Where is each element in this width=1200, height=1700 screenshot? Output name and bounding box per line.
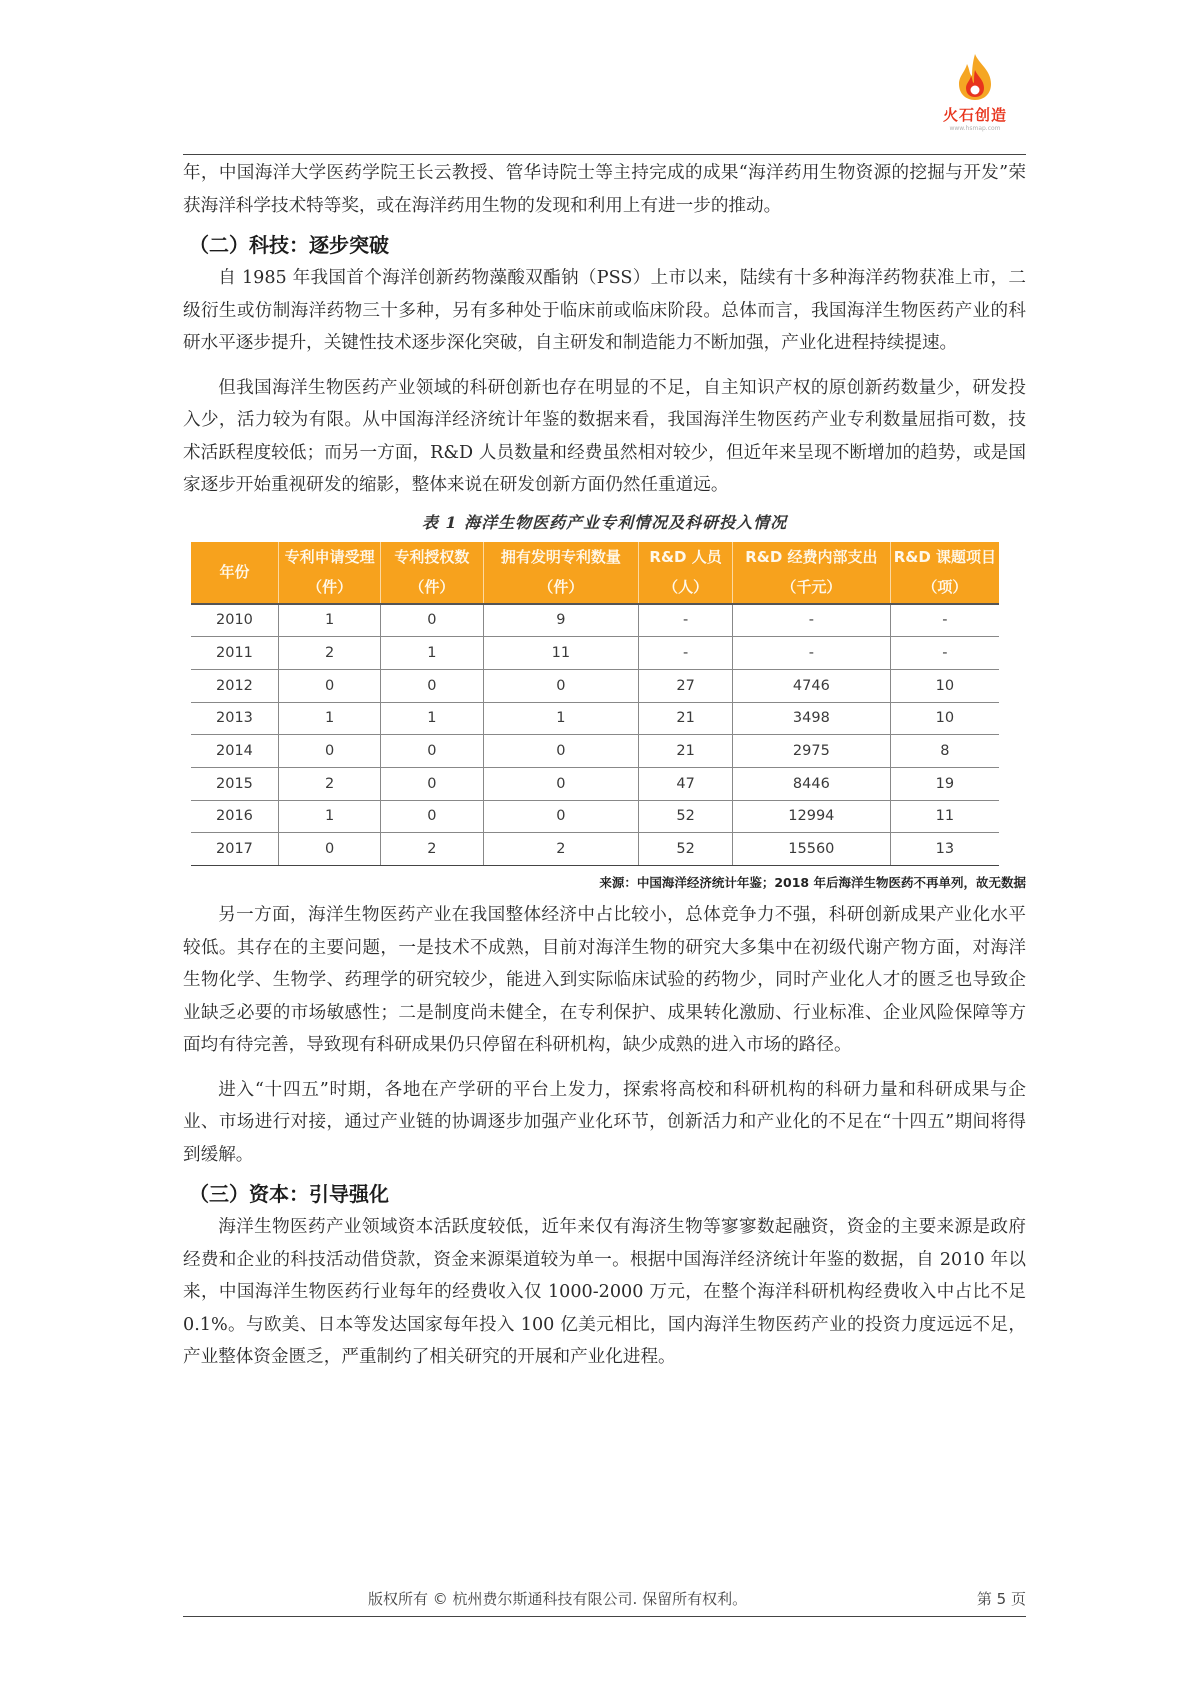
table-cell: 13 <box>890 833 999 866</box>
paragraph-14th-five-year: 进入“十四五”时期，各地在产学研的平台上发力，探索将高校和科研机构的科研力量和科研成果与企业、市场进行对接，通过产业链的协调逐步加强产业化环节，创新活力和产业化的不足在“十四五”期间将得到缓解。 <box>183 1079 1026 1165</box>
table-cell: 2013 <box>191 702 278 735</box>
table-cell: 1 <box>483 702 639 735</box>
table-row <box>191 833 999 866</box>
table-cell: 8446 <box>732 767 890 800</box>
table-cell: 0 <box>278 669 380 702</box>
page-number: 第 5 页 <box>976 1590 1026 1608</box>
table-cell: 0 <box>483 767 639 800</box>
table-header-cell: 年份 <box>191 542 278 604</box>
patent-rd-table <box>191 542 999 867</box>
table-cell: 1 <box>381 637 483 670</box>
flame-logo-icon <box>953 52 997 102</box>
table-caption: 表 1 海洋生物医药产业专利情况及科研投入情况 <box>421 512 788 532</box>
table-cell: 52 <box>639 800 733 833</box>
table-cell: 21 <box>639 735 733 768</box>
table-cell: 27 <box>639 669 733 702</box>
table-cell: 8 <box>890 735 999 768</box>
table-header-cell: 专利授权数（件） <box>381 542 483 604</box>
table-cell: 2012 <box>191 669 278 702</box>
table-cell: 21 <box>639 702 733 735</box>
table-cell: 0 <box>483 669 639 702</box>
paragraph-technology-1: 自 1985 年我国首个海洋创新药物藻酸双酯钠（PSS）上市以来，陆续有十多种海洋药物获准上市，二级衍生或仿制海洋药物三十多种，另有多种处于临床前或临床阶段。总体而言，我国海洋生物医药产业的科研水平逐步提升，关键性技术逐步深化突破，自主研发和制造能力不断加强，产业化进程持续提速。 <box>183 268 1026 353</box>
table-header-cell: R&D 人员（人） <box>639 542 733 604</box>
table-row <box>191 604 999 637</box>
table-cell: 0 <box>278 735 380 768</box>
table-header-cell: 专利申请受理（件） <box>278 542 380 604</box>
table-cell: 2011 <box>191 637 278 670</box>
table-header-row <box>191 542 999 604</box>
table-cell: 0 <box>381 604 483 637</box>
table-cell: - <box>890 637 999 670</box>
table-cell: 1 <box>278 800 380 833</box>
page-footer <box>183 1588 1026 1612</box>
table-cell: 11 <box>483 637 639 670</box>
table-cell: 1 <box>278 604 380 637</box>
table-cell: 10 <box>890 702 999 735</box>
table-cell: - <box>732 604 890 637</box>
footer-rule <box>183 1616 1026 1617</box>
paragraph-technology-2: 但我国海洋生物医药产业领域的科研创新也存在明显的不足，自主知识产权的原创新药数量少，研发投入少，活力较为有限。从中国海洋经济统计年鉴的数据来看，我国海洋生物医药产业专利数量屈指可数，技术活跃程度较低；而另一方面，R&D 人员数量和经费虽然相对较少，但近年来呈现不断增加的趋势，或是国家逐步开始重视研发的缩影，整体来说在研发创新方面仍然任重道远。 <box>183 377 1026 495</box>
table-cell: 11 <box>890 800 999 833</box>
table-cell: 2017 <box>191 833 278 866</box>
table-cell: 47 <box>639 767 733 800</box>
table-cell: - <box>732 637 890 670</box>
table-cell: 12994 <box>732 800 890 833</box>
table-cell: 2016 <box>191 800 278 833</box>
table-cell: 0 <box>483 800 639 833</box>
table-cell: - <box>890 604 999 637</box>
paragraph-continued: 年，中国海洋大学医药学院王长云教授、管华诗院士等主持完成的成果“海洋药用生物资源的挖掘与开发”荣获海洋科学技术特等奖，或在海洋药用生物的发现和利用上有进一步的推动。 <box>183 163 1026 216</box>
header-rule <box>183 154 1026 155</box>
table-row <box>191 702 999 735</box>
table-cell: 2 <box>381 833 483 866</box>
table-cell: 2 <box>483 833 639 866</box>
table-cell: 2975 <box>732 735 890 768</box>
table-header-cell: R&D 课题项目（项） <box>890 542 999 604</box>
main-content <box>183 157 1026 1374</box>
table-cell: 1 <box>278 702 380 735</box>
table-cell: 2015 <box>191 767 278 800</box>
section-title-capital: （三）资本：引导强化 <box>189 1182 389 1206</box>
table-cell: - <box>639 604 733 637</box>
brand-name: 火石创造 <box>942 106 1007 124</box>
paragraph-capital: 海洋生物医药产业领域资本活跃度较低，近年来仅有海济生物等寥寥数起融资，资金的主要来源是政府经费和企业的科技活动借贷款，资金来源渠道较为单一。根据中国海洋经济统计年鉴的数据，自 2010 年以来，中国海洋生物医药行业每年的经费收入仅 1000-2000 万元，在整个海洋科研机构经费收入中占比不足 0.1%。与欧美、日本等发达国家每年投入 100 亿美元相比，国内海洋生物医药产业的投资力度远远不足，产业整体资金匮乏，严重制约了相关研究的开展和产业化进程。 <box>183 1217 1026 1367</box>
table-row <box>191 637 999 670</box>
table-cell: 0 <box>381 735 483 768</box>
section-title-technology: （二）科技：逐步突破 <box>189 233 389 257</box>
brand-site: www.hsmap.com <box>949 125 1001 132</box>
table-cell: 2 <box>278 637 380 670</box>
table-cell: 0 <box>381 800 483 833</box>
table-cell: 4746 <box>732 669 890 702</box>
table-row <box>191 767 999 800</box>
table-cell: 0 <box>381 669 483 702</box>
table-cell: 0 <box>278 833 380 866</box>
table-header-cell: 拥有发明专利数量（件） <box>483 542 639 604</box>
table-cell: 1 <box>381 702 483 735</box>
table-cell: 19 <box>890 767 999 800</box>
footer-copyright: 版权所有 © 杭州费尔斯通科技有限公司. 保留所有权利。 <box>368 1590 748 1608</box>
table-cell: 0 <box>483 735 639 768</box>
table-cell: 3498 <box>732 702 890 735</box>
table-cell: 10 <box>890 669 999 702</box>
table-cell: 15560 <box>732 833 890 866</box>
table-cell: 2014 <box>191 735 278 768</box>
table-cell: 2010 <box>191 604 278 637</box>
table-cell: 52 <box>639 833 733 866</box>
table-cell: - <box>639 637 733 670</box>
table-cell: 2 <box>278 767 380 800</box>
table-source-note: 来源：中国海洋经济统计年鉴；2018 年后海洋生物医药不再单列，故无数据 <box>599 875 1026 890</box>
table-row <box>191 735 999 768</box>
table-row <box>191 800 999 833</box>
paragraph-problems: 另一方面，海洋生物医药产业在我国整体经济中占比较小，总体竞争力不强，科研创新成果产业化水平较低。其存在的主要问题，一是技术不成熟，目前对海洋生物的研究大多集中在初级代谢产物方面，对海洋生物化学、生物学、药理学的研究较少，能进入到实际临床试验的药物少，同时产业化人才的匮乏也导致企业缺乏必要的市场敏感性；二是制度尚未健全，在专利保护、成果转化激励、行业标准、企业风险保障等方面均有待完善，导致现有科研成果仍只停留在科研机构，缺少成熟的进入市场的路径。 <box>183 905 1026 1055</box>
table-header-cell: R&D 经费内部支出（千元） <box>732 542 890 604</box>
company-logo <box>930 52 1020 132</box>
table-cell: 0 <box>381 767 483 800</box>
table-row <box>191 669 999 702</box>
table-cell: 9 <box>483 604 639 637</box>
